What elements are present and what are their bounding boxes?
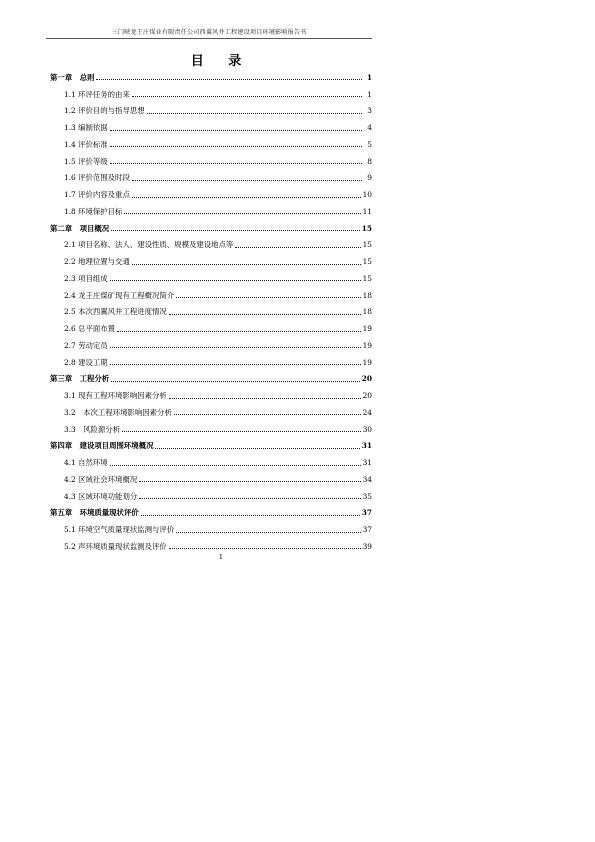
toc-entry-label: 1.5 评价等级 [64, 156, 108, 166]
toc-dot-leader [174, 414, 361, 415]
toc-section-entry[interactable] [50, 471, 372, 488]
toc-section-entry[interactable] [50, 86, 372, 103]
toc-entry-label: 4.1 自然环境 [64, 458, 108, 468]
toc-dot-leader [110, 130, 362, 131]
toc-dot-leader [139, 498, 360, 499]
toc-entry-page: 8 [367, 156, 372, 166]
toc-entry-page: 24 [362, 407, 372, 417]
toc-entry-label: 2.5 本次西翼风井工程进度情况 [64, 307, 167, 317]
toc-dot-leader [96, 79, 362, 80]
toc-dot-leader [169, 548, 361, 549]
toc-chapter-entry[interactable] [50, 371, 372, 388]
toc-entry-label: 1.1 环评任务的由来 [64, 89, 130, 99]
toc-section-entry[interactable] [50, 136, 372, 153]
toc-dot-leader [132, 264, 361, 265]
toc-entry-page: 37 [361, 508, 372, 518]
toc-entry-label: 2.4 龙王庄煤矿现有工程概况简介 [64, 290, 175, 300]
toc-dot-leader [169, 398, 361, 399]
toc-entry-page: 15 [362, 257, 372, 267]
toc-entry-label: 2.2 地理位置与交通 [64, 257, 130, 267]
toc-section-entry[interactable] [50, 337, 372, 354]
toc-entry-page: 39 [362, 541, 372, 551]
toc-section-entry[interactable] [50, 253, 372, 270]
toc-section-entry[interactable] [50, 488, 372, 505]
toc-chapter-entry[interactable] [50, 438, 372, 455]
toc-dot-leader [176, 297, 360, 298]
header-divider [46, 38, 372, 39]
toc-section-entry[interactable] [50, 421, 372, 438]
toc-entry-page: 3 [367, 106, 372, 116]
toc-entry-label: 2.7 劳动定员 [64, 340, 108, 350]
toc-section-entry[interactable] [50, 387, 372, 404]
toc-entry-label: 3.3 风险源分析 [64, 424, 121, 434]
toc-entry-label: 1.6 评价范围及时段 [64, 173, 130, 183]
toc-dot-leader [110, 163, 362, 164]
toc-entry-page: 35 [362, 491, 372, 501]
toc-dot-leader [132, 197, 361, 198]
toc-dot-leader [110, 146, 362, 147]
toc-entry-page: 4 [367, 123, 372, 133]
toc-entry-label: 1.4 评价标准 [64, 139, 108, 149]
toc-dot-leader [110, 280, 361, 281]
toc-entry-label: 1.2 评价目的与指导思想 [64, 106, 145, 116]
toc-section-entry[interactable] [50, 521, 372, 538]
toc-entry-page: 34 [362, 474, 372, 484]
toc-entry-page: 19 [362, 324, 372, 334]
toc-section-entry[interactable] [50, 404, 372, 421]
toc-entry-page: 15 [362, 240, 372, 250]
toc-entry-label: 2.8 建设工期 [64, 357, 108, 367]
toc-section-entry[interactable] [50, 304, 372, 321]
toc-section-entry[interactable] [50, 119, 372, 136]
toc-dot-leader [235, 247, 360, 248]
toc-entry-label: 2.1 项目名称、法人、建设性质、规模及建设地点等 [64, 240, 234, 250]
toc-entry-label: 1.7 评价内容及重点 [64, 190, 130, 200]
toc-entry-page: 5 [367, 139, 372, 149]
toc-entry-page: 37 [362, 525, 372, 535]
toc-dot-leader [132, 180, 362, 181]
toc-entry-page: 15 [362, 273, 372, 283]
toc-dot-leader [176, 532, 360, 533]
toc-entry-label: 第五章 环境质量现状评价 [50, 508, 139, 518]
toc-dot-leader [117, 331, 361, 332]
toc-entry-page: 1 [366, 72, 372, 82]
toc-dot-leader [169, 314, 361, 315]
toc-section-entry[interactable] [50, 320, 372, 337]
toc-entry-label: 1.8 环境保护目标 [64, 206, 123, 216]
toc-entry-page: 1 [367, 89, 372, 99]
toc-entry-label: 2.3 项目组成 [64, 273, 108, 283]
toc-entry-label: 第四章 建设项目周围环境概况 [50, 441, 154, 451]
toc-dot-leader [111, 230, 360, 231]
toc-entry-label: 第一章 总则 [50, 72, 95, 82]
toc-entry-label: 4.2 区域社会环境概况 [64, 474, 138, 484]
toc-section-entry[interactable] [50, 153, 372, 170]
toc-section-entry[interactable] [50, 203, 372, 220]
toc-dot-leader [122, 431, 360, 432]
toc-section-entry[interactable] [50, 103, 372, 120]
toc-entry-page: 20 [362, 391, 372, 401]
toc-entry-label: 5.2 声环境质量现状监测及评价 [64, 541, 167, 551]
toc-entry-page: 15 [361, 223, 372, 233]
toc-chapter-entry[interactable] [50, 505, 372, 522]
toc-dot-leader [132, 96, 362, 97]
toc-chapter-entry[interactable] [50, 69, 372, 86]
toc-entry-page: 31 [362, 458, 372, 468]
toc-entry-label: 第三章 工程分析 [50, 374, 110, 384]
toc-section-entry[interactable] [50, 170, 372, 187]
running-header: 三门峡龙王庄煤业有限责任公司西翼风井工程建设项目环境影响报告书 [111, 29, 307, 36]
toc-entry-page: 19 [362, 357, 372, 367]
toc-entry-page: 30 [362, 424, 372, 434]
toc-dot-leader [147, 113, 362, 114]
toc-entry-label: 3.1 现有工程环境影响因素分析 [64, 391, 167, 401]
toc-dot-leader [141, 515, 360, 516]
toc-entry-label: 5.1 环境空气质量现状监测与评价 [64, 525, 175, 535]
toc-entry-label: 4.3 区域环境功能划分 [64, 491, 138, 501]
toc-section-entry[interactable] [50, 287, 372, 304]
toc-title: 目 录 [190, 54, 252, 69]
toc-entry-page: 19 [362, 340, 372, 350]
toc-section-entry[interactable] [50, 186, 372, 203]
toc-section-entry[interactable] [50, 354, 372, 371]
toc-entry-page: 10 [362, 190, 372, 200]
toc-dot-leader [110, 347, 361, 348]
toc-dot-leader [111, 381, 360, 382]
toc-section-entry[interactable] [50, 270, 372, 287]
toc-dot-leader [139, 481, 360, 482]
toc-entry-page: 18 [362, 307, 372, 317]
toc-dot-leader [155, 448, 359, 449]
toc-entry-page: 20 [361, 374, 372, 384]
toc-entry-label: 1.3 编制依据 [64, 123, 108, 133]
toc-entry-label: 第二章 项目概况 [50, 223, 110, 233]
toc-entry-page: 9 [367, 173, 372, 183]
toc-entry-label: 3.2 本次工程环境影响因素分析 [64, 407, 172, 417]
toc-entry-page: 18 [362, 290, 372, 300]
toc-chapter-entry[interactable] [50, 220, 372, 237]
toc-section-entry[interactable] [50, 454, 372, 471]
toc-section-entry[interactable] [50, 237, 372, 254]
table-of-contents [50, 69, 372, 555]
page-number: 1 [218, 553, 224, 561]
toc-entry-label: 2.6 总平面布置 [64, 324, 116, 334]
toc-entry-page: 11 [362, 206, 372, 216]
toc-dot-leader [124, 213, 360, 214]
toc-dot-leader [110, 364, 361, 365]
toc-entry-page: 31 [361, 441, 372, 451]
toc-dot-leader [110, 465, 361, 466]
